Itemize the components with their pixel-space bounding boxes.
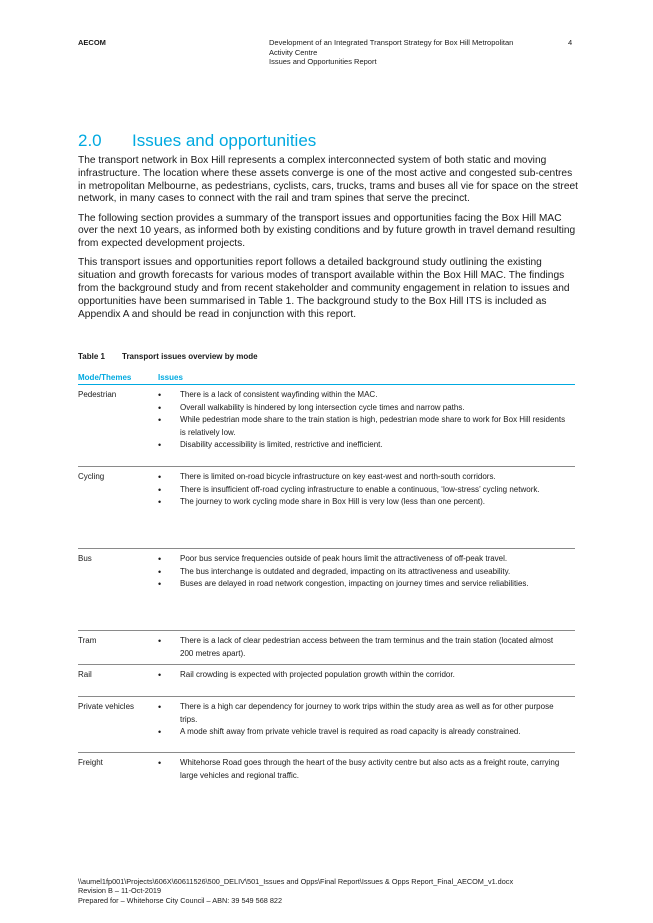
column-header-mode: Mode/Themes [78,373,132,382]
table-row [78,697,575,753]
issue-item: • There is a lack of consistent wayfinding within the MAC. [158,389,568,402]
issue-list [158,467,568,509]
table-row [78,467,575,549]
header-title-line: Activity Centre [269,47,318,57]
paragraph: The transport network in Box Hill represents a complex interconnected system of both static and moving infrastructure. The location where these assets converge is one of the most active and congested sub-centres in metropolitan Melbourne, as pedestrians, cyclists, cars, trucks, trams and buses all vie for space on the street network, in many cases to connect with the rail and tram spines that serve the precinct. [78,155,578,205]
issue-list [158,697,568,739]
row-mode-rail: Rail [78,670,92,679]
page-number: 4 [568,38,573,47]
row-mode-bus: Bus [78,554,92,563]
table-row [78,665,575,697]
section-title: Issues and opportunities [132,131,317,150]
table-row [78,753,575,793]
issue-list [158,385,568,452]
issue-item: • The bus interchange is outdated and degraded, impacting on its attractiveness and useability. [158,566,568,579]
issue-item: • Poor bus service frequencies outside of peak hours limit the attractiveness of off-peak travel. [158,553,568,566]
column-header-issues: Issues [158,373,183,382]
footer-prepared-for: Prepared for – Whitehorse City Council – ABN: 39 549 568 822 [78,895,283,905]
issue-item: • While pedestrian mode share to the train station is high, pedestrian mode share to work for Box Hill residents is relatively low. [158,414,568,439]
issue-item: • There is a lack of clear pedestrian access between the tram terminus and the train station (located almost 200 metres apart). [158,635,568,660]
issue-item: • A mode shift away from private vehicle travel is required as road capacity is already constrained. [158,726,568,739]
table-row [78,631,575,665]
issue-item: • There is insufficient off-road cycling infrastructure to enable a continuous, ‘low-stress’ cycling network. [158,484,568,497]
table-row [78,549,575,631]
header-title-line: Issues and Opportunities Report [269,57,377,66]
header-company: AECOM [78,38,106,47]
issue-item: • Disability accessibility is limited, restrictive and inefficient. [158,439,568,452]
issue-item: • Overall walkability is hindered by long intersection cycle times and narrow paths. [158,402,568,415]
row-mode-private-vehicles: Private vehicles [78,702,135,711]
row-mode-tram: Tram [78,636,97,645]
row-mode-cycling: Cycling [78,472,105,481]
table-caption-text: Transport issues overview by mode [122,352,258,361]
section-number: 2.0 [78,131,102,150]
table-caption [78,352,258,361]
header-title-line: Development of an Integrated Transport Strategy for Box Hill Metropolitan [269,38,514,47]
issue-item: • Rail crowding is expected with projected population growth within the corridor. [158,669,568,682]
table-number: Table 1 [78,352,105,361]
paragraph: The following section provides a summary of the transport issues and opportunities facing the Box Hill MAC over the next 10 years, as informed both by existing conditions and by future growth in travel demand resulting from expected development projects. [78,212,576,250]
issue-item: • Whitehorse Road goes through the heart of the busy activity centre but also acts as a freight route, carrying large vehicles and regional traffic. [158,757,568,782]
issue-list [158,665,568,682]
issue-list [158,631,568,660]
page-footer [78,877,513,905]
footer-revision: Revision B – 11-Oct-2019 [78,886,162,896]
section-heading [78,131,316,151]
header-document-title [269,38,529,67]
row-mode-pedestrian: Pedestrian [78,390,117,399]
issues-table [78,373,575,793]
paragraph: This transport issues and opportunities report follows a detailed background study outlining the existing situation and growth forecasts for various modes of transport available within the Box Hill MAC. The findings from the background study and from recent stakeholder and community engagement in relation to issues and opportunities have been summarised in Table 1. The background study to the Box Hill ITS is included as Appendix A and should be read in conjunction with this report. [78,257,570,320]
issue-list [158,753,568,782]
body-text [78,155,578,328]
footer-file-path: \\aumel1fp001\Projects\606X\60611526\500_DELIV\501_Issues and Opps\Final Report\Issues & Opps Report_Final_AECOM_v1.docx [78,877,514,886]
issue-item: • The journey to work cycling mode share in Box Hill is very low (less than one percent). [158,496,568,509]
table-row [78,385,575,467]
table-header [78,373,575,385]
issue-item: • There is a high car dependency for journey to work trips within the study area as well as for other purpose trips. [158,701,568,726]
issue-item: • There is limited on-road bicycle infrastructure on key east-west and north-south corridors. [158,471,568,484]
issue-list [158,549,568,591]
issue-item: • Buses are delayed in road network congestion, impacting on journey times and service reliabilities. [158,578,568,591]
row-mode-freight: Freight [78,758,103,767]
